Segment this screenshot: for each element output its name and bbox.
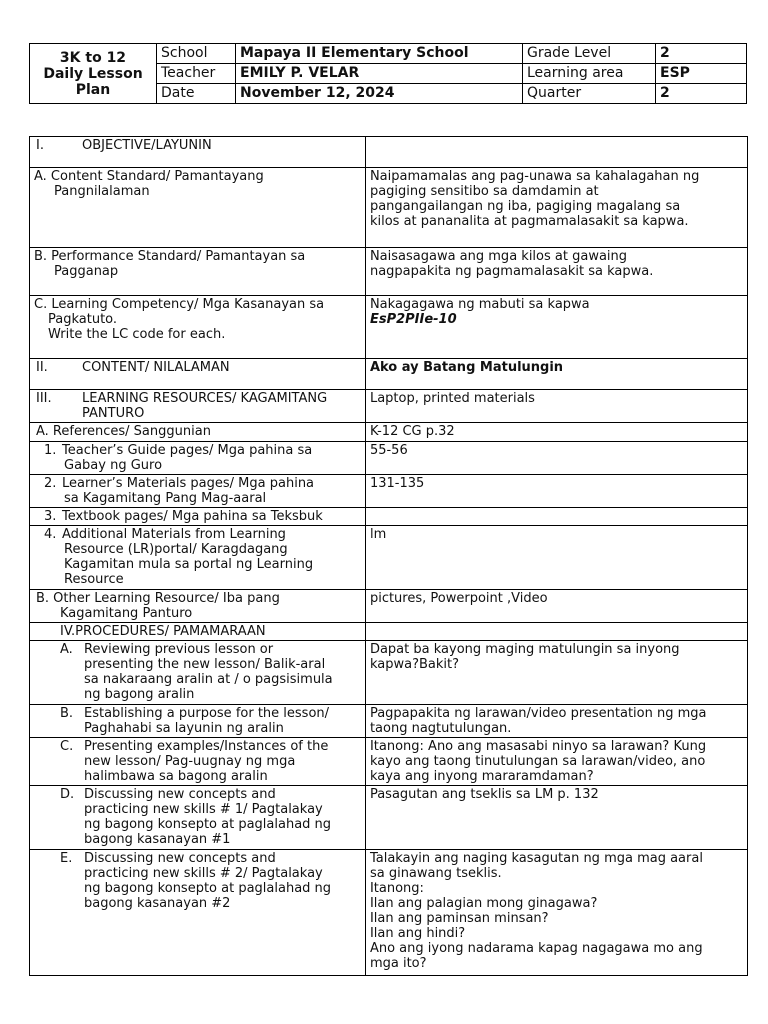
other-resources-label: B. Other Learning Resource/ Iba pang	[36, 591, 280, 606]
procedure-item-row: A. Reviewing previous lesson or presenting the new lesson/ Balik-aral sa nakaraang aralin at / o pagsisimula ng bagong aralin Dapat ba kayong maging matulungin sa inyong kapwa?Bakit?	[30, 641, 748, 705]
date-label: Date	[157, 84, 236, 104]
objective-label: OBJECTIVE/LAYUNIN	[82, 138, 212, 153]
grade-level-label: Grade Level	[523, 44, 656, 64]
reference-item-row: 4. Additional Materials from Learning Resource (LR)portal/ Karagdagang Kagamitan mula sa portal ng Learning Resource lm	[30, 526, 748, 590]
other-resources-row: B. Other Learning Resource/ Iba pang Kagamitang Panturo pictures, Powerpoint ,Video	[30, 590, 748, 623]
procedure-item-row: C. Presenting examples/Instances of the new lesson/ Pag-uugnay ng mga halimbawa sa bagong aralin Itanong: Ano ang masasabi ninyo sa larawan? Kung kayo ang taong tinutulungan sa larawan/video, ano kaya ang inyong mararamdaman?	[30, 738, 748, 786]
procedure-e-label: Discussing new concepts and practicing new skills # 2/ Pagtalakay ng bagong konsepto at paglalahad ng bagong kasanayan #2	[84, 851, 332, 911]
procedure-c-label: Presenting examples/Instances of the new lesson/ Pag-uugnay ng mga halimbawa sa bagong aralin	[84, 739, 329, 784]
procedure-b-label: Establishing a purpose for the lesson/ Paghahabi sa layunin ng aralin	[84, 706, 330, 736]
learning-competency-row: C. Learning Competency/ Mga Kasanayan sa Pagkatuto. Write the LC code for each. Nakagagawa ng mabuti sa kapwa EsP2PIIe-10	[30, 296, 748, 359]
teacher-value: EMILY P. VELAR	[236, 64, 523, 84]
school-value: Mapaya II Elementary School	[236, 44, 523, 64]
teacher-label: Teacher	[157, 64, 236, 84]
content-label: CONTENT/ NILALAMAN	[82, 360, 230, 375]
procedure-e-value: Talakayin ang naging kasagutan ng mga mag aaral sa ginawang tseklis. Itanong: Ilan ang palagian mong ginagawa? Ilan ang paminsan minsan? Ilan ang hindi? Ano ang iyong nadarama kapag nagagawa mo ang mga ito?	[365, 850, 747, 976]
procedure-c-value: Itanong: Ano ang masasabi ninyo sa larawan? Kung kayo ang taong tinutulungan sa larawan/video, ano kaya ang inyong mararamdaman?	[365, 738, 747, 786]
lesson-plan-table	[29, 136, 748, 976]
textbook-value	[365, 508, 747, 526]
learning-competency-value: Nakagagawa ng mabuti sa kapwa	[369, 297, 590, 312]
learners-materials-value: 131-135	[365, 475, 747, 508]
performance-standard-label: B. Performance Standard/ Pamantayan sa	[34, 249, 306, 264]
other-resources-value: pictures, Powerpoint ,Video	[365, 590, 747, 623]
quarter-value: 2	[656, 84, 747, 104]
procedure-a-label: Reviewing previous lesson or presenting the new lesson/ Balik-aral sa nakaraang aralin at / o pagsisimula ng bagong aralin	[84, 642, 333, 702]
learning-resources-label: LEARNING RESOURCES/ KAGAMITANG	[82, 391, 328, 406]
references-label: A. References/ Sanggunian	[30, 423, 366, 442]
content-standard-label: A. Content Standard/ Pamantayang	[34, 169, 264, 184]
date-value: November 12, 2024	[236, 84, 523, 104]
teachers-guide-value: 55-56	[365, 442, 747, 475]
textbook-label: Textbook pages/ Mga pahina sa Teksbuk	[62, 509, 323, 524]
procedure-d-value: Pasagutan ang tseklis sa LM p. 132	[365, 786, 747, 850]
lesson-title: Ako ay Batang Matulungin	[365, 359, 747, 390]
reference-item-row: 2. Learner’s Materials pages/ Mga pahina sa Kagamitang Pang Mag-aaral 131-135	[30, 475, 748, 508]
procedure-d-label: Discussing new concepts and practicing new skills # 1/ Pagtalakay ng bagong konsepto at paglalahad ng bagong kasanayan #1	[84, 787, 332, 847]
performance-standard-row: B. Performance Standard/ Pamantayan sa Pagganap Naisasagawa ang mga kilos at gawaing nagpapakita ng pagmamalasakit sa kapwa.	[30, 248, 748, 296]
grade-level-value: 2	[656, 44, 747, 64]
content-standard-row: A. Content Standard/ Pamantayang Pangnilalaman Naipamamalas ang pag-unawa sa kahalagahan ng pagiging sensitibo sa damdamin at pangangailangan ng iba, pagiging magalang sa kilos at pananalita at pagmamalasakit sa kapwa.	[30, 168, 748, 248]
section-number: I.	[36, 138, 44, 153]
performance-standard-value: Naisasagawa ang mga kilos at gawaing nagpapakita ng pagmamalasakit sa kapwa.	[365, 248, 747, 296]
content-row: II. CONTENT/ NILALAMAN Ako ay Batang Matulungin	[30, 359, 748, 390]
learning-competency-label: C. Learning Competency/ Mga Kasanayan sa	[34, 297, 325, 312]
references-row	[30, 423, 748, 442]
document-title: 3K to 12 Daily Lesson Plan	[30, 44, 157, 104]
procedure-item-row: B. Establishing a purpose for the lesson/ Paghahabi sa layunin ng aralin Pagpapakita ng larawan/video presentation ng mga taong nagtutulungan.	[30, 705, 748, 738]
school-label: School	[157, 44, 236, 64]
learners-materials-label: Learner’s Materials pages/ Mga pahina	[62, 476, 315, 491]
procedures-label: IV.PROCEDURES/ PAMAMARAAN	[30, 623, 366, 641]
quarter-label: Quarter	[523, 84, 656, 104]
objective-row	[30, 137, 748, 168]
learning-resources-value: Laptop, printed materials	[365, 390, 747, 423]
procedures-row	[30, 623, 748, 641]
lc-code: EsP2PIIe-10	[369, 312, 457, 327]
reference-item-row: 1. Teacher’s Guide pages/ Mga pahina sa Gabay ng Guro 55-56	[30, 442, 748, 475]
additional-materials-label: Additional Materials from Learning	[62, 527, 286, 542]
learning-area-label: Learning area	[523, 64, 656, 84]
additional-materials-value: lm	[365, 526, 747, 590]
procedure-b-value: Pagpapakita ng larawan/video presentation ng mga taong nagtutulungan.	[365, 705, 747, 738]
content-standard-value: Naipamamalas ang pag-unawa sa kahalagahan ng pagiging sensitibo sa damdamin at pangangailangan ng iba, pagiging magalang sa kilos at pananalita at pagmamalasakit sa kapwa.	[365, 168, 747, 248]
teachers-guide-label: Teacher’s Guide pages/ Mga pahina sa	[62, 443, 313, 458]
lesson-plan-header	[29, 43, 747, 104]
procedure-item-row: E. Discussing new concepts and practicing new skills # 2/ Pagtalakay ng bagong konsepto at paglalahad ng bagong kasanayan #2 Talakayin ang naging kasagutan ng mga mag aaral sa ginawang tseklis. Itanong: Ilan ang palagian mong ginagawa? Ilan ang paminsan minsan? Ilan ang hindi? Ano ang iyong nadarama kapag nagagawa mo ang mga ito?	[30, 850, 748, 976]
learning-resources-row: III. LEARNING RESOURCES/ KAGAMITANG PANTURO Laptop, printed materials	[30, 390, 748, 423]
references-value: K-12 CG p.32	[365, 423, 747, 442]
procedure-a-value: Dapat ba kayong maging matulungin sa inyong kapwa?Bakit?	[365, 641, 747, 705]
procedure-item-row: D. Discussing new concepts and practicing new skills # 1/ Pagtalakay ng bagong konsepto at paglalahad ng bagong kasanayan #1 Pasagutan ang tseklis sa LM p. 132	[30, 786, 748, 850]
learning-area-value: ESP	[656, 64, 747, 84]
reference-item-row: 3. Textbook pages/ Mga pahina sa Teksbuk	[30, 508, 748, 526]
